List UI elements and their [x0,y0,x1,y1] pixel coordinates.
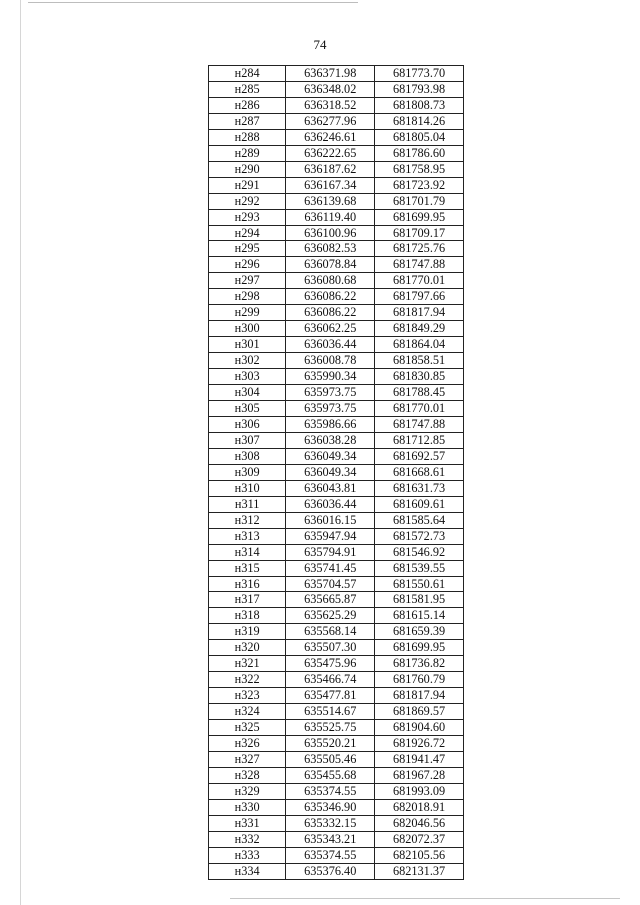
point-id-cell: н302 [209,353,286,369]
point-id-cell: н304 [209,385,286,401]
x-coordinate-cell: 636062.25 [286,321,375,337]
x-coordinate-cell: 635704.57 [286,576,375,592]
table-row [209,767,464,783]
y-coordinate-cell: 681615.14 [375,608,464,624]
x-coordinate-cell: 635514.67 [286,704,375,720]
point-id-cell: н310 [209,480,286,496]
table-row [209,592,464,608]
table-row [209,369,464,385]
point-id-cell: н297 [209,273,286,289]
x-coordinate-cell: 636082.53 [286,241,375,257]
x-coordinate-cell: 635520.21 [286,736,375,752]
table-row [209,448,464,464]
table-row [209,225,464,241]
point-id-cell: н326 [209,736,286,752]
x-coordinate-cell: 636277.96 [286,113,375,129]
point-id-cell: н292 [209,193,286,209]
y-coordinate-cell: 681631.73 [375,480,464,496]
x-coordinate-cell: 635374.55 [286,783,375,799]
table-row [209,161,464,177]
y-coordinate-cell: 681814.26 [375,113,464,129]
y-coordinate-cell: 681572.73 [375,528,464,544]
table-row [209,847,464,863]
point-id-cell: н328 [209,767,286,783]
table-row [209,241,464,257]
table-row [209,736,464,752]
y-coordinate-cell: 682018.91 [375,799,464,815]
y-coordinate-cell: 681830.85 [375,369,464,385]
point-id-cell: н294 [209,225,286,241]
page-number: 74 [313,37,327,52]
scan-left-edge [20,0,21,905]
y-coordinate-cell: 681609.61 [375,496,464,512]
y-coordinate-cell: 681760.79 [375,672,464,688]
table-row [209,353,464,369]
y-coordinate-cell: 681904.60 [375,720,464,736]
point-id-cell: н308 [209,448,286,464]
x-coordinate-cell: 636080.68 [286,273,375,289]
x-coordinate-cell: 635507.30 [286,640,375,656]
x-coordinate-cell: 636119.40 [286,209,375,225]
x-coordinate-cell: 635741.45 [286,560,375,576]
point-id-cell: н289 [209,145,286,161]
y-coordinate-cell: 681849.29 [375,321,464,337]
point-id-cell: н306 [209,416,286,432]
point-id-cell: н333 [209,847,286,863]
y-coordinate-cell: 681770.01 [375,273,464,289]
y-coordinate-cell: 681797.66 [375,289,464,305]
table-row [209,66,464,82]
point-id-cell: н296 [209,257,286,273]
point-id-cell: н299 [209,305,286,321]
x-coordinate-cell: 635973.75 [286,401,375,417]
table-row [209,544,464,560]
table-row [209,704,464,720]
point-id-cell: н320 [209,640,286,656]
y-coordinate-cell: 681712.85 [375,432,464,448]
point-id-cell: н325 [209,720,286,736]
x-coordinate-cell: 636222.65 [286,145,375,161]
point-id-cell: н334 [209,863,286,879]
x-coordinate-cell: 635973.75 [286,385,375,401]
y-coordinate-cell: 681817.94 [375,688,464,704]
y-coordinate-cell: 682105.56 [375,847,464,863]
x-coordinate-cell: 635455.68 [286,767,375,783]
y-coordinate-cell: 682072.37 [375,831,464,847]
y-coordinate-cell: 682131.37 [375,863,464,879]
y-coordinate-cell: 681967.28 [375,767,464,783]
x-coordinate-cell: 635665.87 [286,592,375,608]
x-coordinate-cell: 636371.98 [286,66,375,82]
y-coordinate-cell: 681788.45 [375,385,464,401]
y-coordinate-cell: 681793.98 [375,81,464,97]
x-coordinate-cell: 636187.62 [286,161,375,177]
table-row [209,751,464,767]
point-id-cell: н332 [209,831,286,847]
y-coordinate-cell: 681539.55 [375,560,464,576]
x-coordinate-cell: 636036.44 [286,496,375,512]
point-id-cell: н293 [209,209,286,225]
y-coordinate-cell: 681993.09 [375,783,464,799]
x-coordinate-cell: 636139.68 [286,193,375,209]
point-id-cell: н331 [209,815,286,831]
point-id-cell: н321 [209,656,286,672]
point-id-cell: н311 [209,496,286,512]
x-coordinate-cell: 636043.81 [286,480,375,496]
x-coordinate-cell: 636038.28 [286,432,375,448]
y-coordinate-cell: 681864.04 [375,337,464,353]
table-row [209,672,464,688]
table-row [209,576,464,592]
table-row [209,528,464,544]
point-id-cell: н301 [209,337,286,353]
point-id-cell: н315 [209,560,286,576]
table-row [209,177,464,193]
table-row [209,129,464,145]
point-id-cell: н316 [209,576,286,592]
y-coordinate-cell: 681725.76 [375,241,464,257]
y-coordinate-cell: 681701.79 [375,193,464,209]
point-id-cell: н312 [209,512,286,528]
y-coordinate-cell: 681709.17 [375,225,464,241]
x-coordinate-cell: 636008.78 [286,353,375,369]
table-row [209,863,464,879]
y-coordinate-cell: 682046.56 [375,815,464,831]
point-id-cell: н317 [209,592,286,608]
x-coordinate-cell: 636016.15 [286,512,375,528]
table-row [209,337,464,353]
point-id-cell: н322 [209,672,286,688]
table-row [209,305,464,321]
y-coordinate-cell: 681581.95 [375,592,464,608]
table-row [209,145,464,161]
point-id-cell: н303 [209,369,286,385]
point-id-cell: н327 [209,751,286,767]
point-id-cell: н290 [209,161,286,177]
y-coordinate-cell: 681758.95 [375,161,464,177]
point-id-cell: н291 [209,177,286,193]
y-coordinate-cell: 681926.72 [375,736,464,752]
point-id-cell: н329 [209,783,286,799]
x-coordinate-cell: 635477.81 [286,688,375,704]
point-id-cell: н288 [209,129,286,145]
x-coordinate-cell: 636078.84 [286,257,375,273]
x-coordinate-cell: 635466.74 [286,672,375,688]
x-coordinate-cell: 636100.96 [286,225,375,241]
table-row [209,815,464,831]
x-coordinate-cell: 635986.66 [286,416,375,432]
table-row [209,608,464,624]
y-coordinate-cell: 681699.95 [375,640,464,656]
y-coordinate-cell: 681668.61 [375,464,464,480]
table-row [209,432,464,448]
table-row [209,831,464,847]
x-coordinate-cell: 636049.34 [286,464,375,480]
point-id-cell: н313 [209,528,286,544]
table-row [209,81,464,97]
x-coordinate-cell: 635568.14 [286,624,375,640]
y-coordinate-cell: 681817.94 [375,305,464,321]
x-coordinate-cell: 636318.52 [286,97,375,113]
x-coordinate-cell: 635505.46 [286,751,375,767]
table-row [209,257,464,273]
x-coordinate-cell: 636086.22 [286,289,375,305]
x-coordinate-cell: 635947.94 [286,528,375,544]
point-id-cell: н319 [209,624,286,640]
x-coordinate-cell: 636246.61 [286,129,375,145]
x-coordinate-cell: 635343.21 [286,831,375,847]
x-coordinate-cell: 635374.55 [286,847,375,863]
x-coordinate-cell: 636086.22 [286,305,375,321]
x-coordinate-cell: 636167.34 [286,177,375,193]
y-coordinate-cell: 681747.88 [375,257,464,273]
point-id-cell: н318 [209,608,286,624]
y-coordinate-cell: 681770.01 [375,401,464,417]
y-coordinate-cell: 681773.70 [375,66,464,82]
point-id-cell: н314 [209,544,286,560]
x-coordinate-cell: 636036.44 [286,337,375,353]
x-coordinate-cell: 636348.02 [286,81,375,97]
table-row [209,624,464,640]
point-id-cell: н309 [209,464,286,480]
table-row [209,688,464,704]
table-row [209,273,464,289]
point-id-cell: н330 [209,799,286,815]
y-coordinate-cell: 681747.88 [375,416,464,432]
y-coordinate-cell: 681858.51 [375,353,464,369]
point-id-cell: н287 [209,113,286,129]
scan-top-line [28,2,358,3]
point-id-cell: н324 [209,704,286,720]
point-id-cell: н284 [209,66,286,82]
table-row [209,416,464,432]
point-id-cell: н286 [209,97,286,113]
table-row [209,560,464,576]
table-row [209,480,464,496]
point-id-cell: н300 [209,321,286,337]
table-row [209,401,464,417]
table-row [209,464,464,480]
table-row [209,640,464,656]
x-coordinate-cell: 635794.91 [286,544,375,560]
y-coordinate-cell: 681786.60 [375,145,464,161]
table-row [209,209,464,225]
table-row [209,193,464,209]
point-id-cell: н298 [209,289,286,305]
y-coordinate-cell: 681808.73 [375,97,464,113]
y-coordinate-cell: 681550.61 [375,576,464,592]
x-coordinate-cell: 635990.34 [286,369,375,385]
table-row [209,289,464,305]
y-coordinate-cell: 681941.47 [375,751,464,767]
y-coordinate-cell: 681805.04 [375,129,464,145]
table-row [209,385,464,401]
x-coordinate-cell: 635332.15 [286,815,375,831]
point-id-cell: н307 [209,432,286,448]
table-row [209,321,464,337]
y-coordinate-cell: 681585.64 [375,512,464,528]
table-row [209,720,464,736]
y-coordinate-cell: 681736.82 [375,656,464,672]
table-row [209,496,464,512]
point-id-cell: н305 [209,401,286,417]
x-coordinate-cell: 635475.96 [286,656,375,672]
y-coordinate-cell: 681869.57 [375,704,464,720]
table-row [209,799,464,815]
table-row [209,113,464,129]
coordinates-table-body [209,66,464,880]
x-coordinate-cell: 635376.40 [286,863,375,879]
point-id-cell: н295 [209,241,286,257]
y-coordinate-cell: 681659.39 [375,624,464,640]
coordinates-table [208,65,464,880]
point-id-cell: н285 [209,81,286,97]
y-coordinate-cell: 681692.57 [375,448,464,464]
table-row [209,97,464,113]
table-row [209,656,464,672]
point-id-cell: н323 [209,688,286,704]
y-coordinate-cell: 681699.95 [375,209,464,225]
y-coordinate-cell: 681723.92 [375,177,464,193]
x-coordinate-cell: 635625.29 [286,608,375,624]
x-coordinate-cell: 635525.75 [286,720,375,736]
x-coordinate-cell: 636049.34 [286,448,375,464]
x-coordinate-cell: 635346.90 [286,799,375,815]
y-coordinate-cell: 681546.92 [375,544,464,560]
table-row [209,512,464,528]
table-row [209,783,464,799]
scan-bottom-line [230,898,620,899]
